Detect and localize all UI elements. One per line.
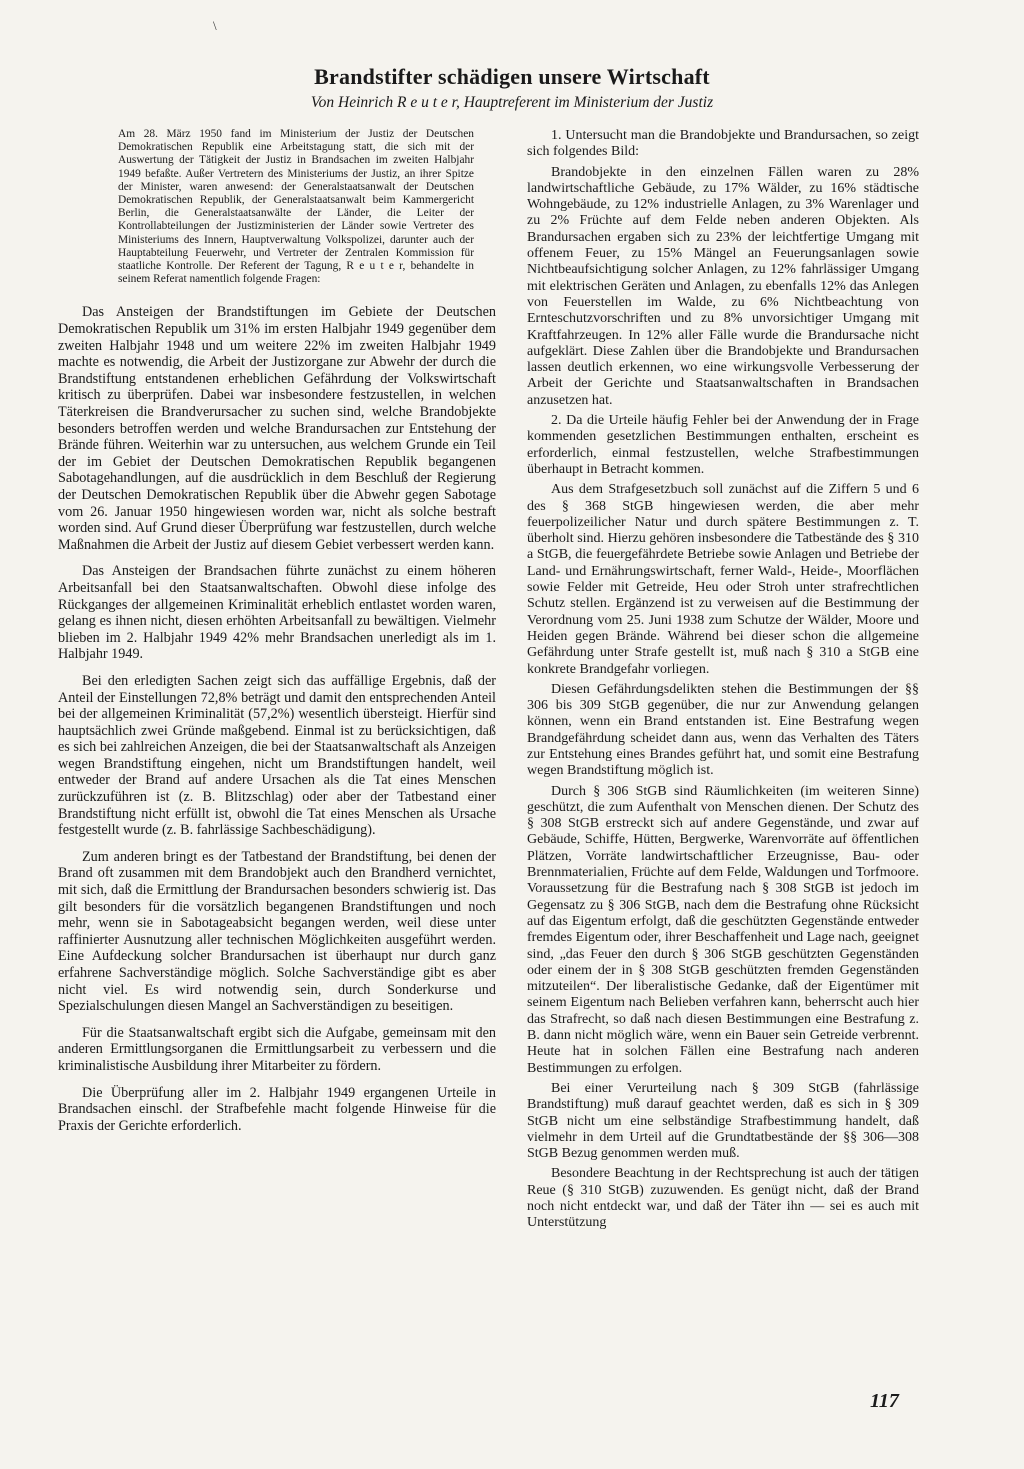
article-byline: Von Heinrich R e u t e r, Hauptreferent im Ministerium der Justiz [310,94,714,111]
body-paragraph: Bei einer Verurteilung nach § 309 StGB (fahrlässige Brandstiftung) muß darauf geachtet werden, daß es sich in § 309 StGB nicht um eine selbständige Strafbestimmung handelt, daß vielmehr in dem Urteil auf die Grundtatbestände der §§ 306—308 StGB Bezug genommen werden muß. [527,1080,919,1162]
margin-mark: \ [213,18,217,33]
right-column [527,128,919,1401]
body-paragraph: Besondere Beachtung in der Rechtsprechung ist auch der tätigen Reue (§ 310 StGB) zuzuwenden. Es genügt nicht, daß der Brand noch nicht entdeckt war, und daß der Täter ihn — sei es auch mit Unterstützung [527,1166,919,1231]
body-paragraph: Für die Staatsanwaltschaft ergibt sich die Aufgabe, gemeinsam mit den anderen Ermittlungsorganen die Ermittlungsarbeit zu verbessern und die kriminalistische Ausbildung ihrer Mitarbeiter zu fördern. [58,1024,496,1074]
body-paragraph: Das Ansteigen der Brandstiftungen im Gebiete der Deutschen Demokratischen Republik um 31% im ersten Halbjahr 1949 gegenüber dem zweiten Halbjahr 1948 und um weitere 22% im zweiten Halbjahr 1949 machte es notwendig, die Arbeit der Justizorgane zur Abwehr der durch die Brandstiftung entstandenen erheblichen Gefährdung der Volkswirtschaft kritisch zu überprüfen. Dabei war insbesondere festzustellen, in welchen Täterkreisen die Brandverursacher zu suchen sind, welche Brandobjekte besonders betroffen werden und welche Brandursachen zur Entstehung der Brände führen. Weiterhin war zu untersuchen, aus welchem Grunde ein Teil der im Gebiet der Deutschen Demokratischen Republik begangenen Sabotagehandlungen, auf die ausdrücklich in dem Beschluß der Regierung der Deutschen Demokratischen Republik über die Abwehr gegen Sabotage vom 26. Januar 1950 hingewiesen worden war, nicht als solche bestraft worden sind. Auf Grund dieser Überprüfung war festzustellen, durch welche Maßnahmen die Arbeit der Justiz auf diesem Gebiet verbessert werden kann. [58,304,496,553]
body-paragraph: 2. Da die Urteile häufig Fehler bei der Anwendung der in Frage kommenden gesetzlichen Bestimmungen enthalten, erscheint es erforderlich, einmal festzustellen, welche Strafbestimmungen überhaupt in Betracht kommen. [527,413,919,477]
body-paragraph: Durch § 306 StGB sind Räumlichkeiten (im weiteren Sinne) geschützt, die zum Aufenthalt von Menschen dienen. Der Schutz des § 308 StGB erstreckt sich auf andere Gegenstände, und zwar auf Gebäude, Schiffe, Hütten, Bergwerke, Warenvorräte auf öffentlichen Plätzen, Vorräte landwirtschaftlicher Erzeugnisse, Bau- oder Brennmaterialien, Früchte auf dem Felde, Waldungen und Torfmoore. Voraussetzung für die Bestrafung nach § 308 StGB ist jedoch im Gegensatz zu § 306 StGB, nach dem die Bestrafung ohne Rücksicht auf das Eigentum erfolgt, daß die geschützten Gegenstände entweder fremdes Eigentum oder, ihrer Beschaffenheit und Lage nach, geeignet sind, „das Feuer den durch § 306 StGB geschützten Gegenständen oder einem der in § 308 StGB geschützten fremden Gegenständen mitzuteilen“. Der liberalistische Gedanke, daß der Eigentümer mit seinem Eigentum nach Belieben verfahren kann, beherrscht auch hier das Strafrecht, so daß nach diesen Bestimmungen eine Bestrafung z. B. dann nicht möglich wäre, wenn ein Bauer sein Getreide verbrennt. Heute hat in solchen Fällen eine Bestrafung nach anderen Bestimmungen zu erfolgen. [527,783,919,1076]
body-paragraph: Bei den erledigten Sachen zeigt sich das auffällige Ergebnis, daß der Anteil der Einstellungen 72,8% beträgt und damit den entsprechenden Anteil bei der allgemeinen Kriminalität (57,2%) wesentlich übersteigt. Hierfür sind hauptsächlich zwei Gründe maßgebend. Einmal ist zu berücksichtigen, daß es sich bei zahlreichen Anzeigen, die bei der Staatsanwaltschaft als Anzeigen wegen Brandstiftung eingehen, nicht um Brandstiftungen handelt, weil entweder der Brand auf andere Ursachen als die Tat eines Menschen zurückzuführen ist (z. B. Blitzschlag) oder aber der Tatbestand einer Brandstiftung nicht erfüllt ist, obwohl die Tat eines Menschen als Ursache festgestellt wurde (z. B. fahrlässige Sachbeschädigung). [58,672,496,839]
page-number: 117 [870,1390,899,1412]
body-paragraph: Das Ansteigen der Brandsachen führte zunächst zu einem höheren Arbeitsanfall bei den Staatsanwaltschaften. Obwohl diese infolge des Rückganges der allgemeinen Kriminalität erheblich entlastet worden waren, gelang es ihnen nicht, diesen erhöhten Arbeitsanfall zu bewältigen. Vielmehr blieben im 2. Halbjahr 1949 42% mehr Brandsachen unerledigt als im 1. Halbjahr 1949. [58,563,496,663]
body-paragraph: Brandobjekte in den einzelnen Fällen waren zu 28% landwirtschaftliche Gebäude, zu 17% Wälder, zu 16% städtische Wohngebäude, zu 12% industrielle Anlagen, zu 3% Warenlager und zu 2% Früchte auf dem Felde neben anderen Objekten. Als Brandursachen ergaben sich zu 23% der leichtfertige Umgang mit offenem Feuer, zu 15% Mängel an Feuerungsanlagen sowie Nichtbeaufsichtigung solcher Anlagen, zu 12% fahrlässiger Umgang mit elektrischen Geräten und Anlagen, zu ebenfalls 12% das Anlegen von Feuerstellen im Walde, zu 6% Nichtbeachtung von Ernteschutzvorschriften und zu 8% unvorsichtiger Umgang mit Kraftfahrzeugen. In 12% aller Fälle wurde die Brandursache nicht aufgeklärt. Diese Zahlen über die Brandobjekte und Brandursachen lassen deutlich erkennen, wo eine wirkungsvolle Verbesserung der Arbeit der Gerichte und Staatsanwaltschaften in Brandsachen anzusetzen hat. [527,164,919,408]
body-paragraph: Die Überprüfung aller im 2. Halbjahr 1949 ergangenen Urteile in Brandsachen einschl. der Strafbefehle macht folgende Hinweise für die Praxis der Gerichte erforderlich. [58,1084,496,1134]
intro-paragraph: Am 28. März 1950 fand im Ministerium der Justiz der Deutschen Demokratischen Republik eine Arbeitstagung statt, die sich mit der Auswertung der Tätigkeit der Justiz in Brandsachen im zweiten Halbjahr 1949 befaßte. Außer Vertretern des Ministeriums der Justiz, an ihrer Spitze der Minister, waren anwesend: der Generalstaatsanwalt der Deutschen Demokratischen Republik, der Generalstaatsanwalt beim Kammergericht Berlin, die Generalstaatsanwälte der Länder, die Leiter der Kontrollabteilungen der Justizministerien der Länder sowie Vertreter des Ministeriums des Innern, Hauptverwaltung Volkspolizei, darunter auch der Hauptabteilung Feuerwehr, und Vertreter der Zentralen Kommission für staatliche Kontrolle. Der Referent der Tagung, R e u t e r, behandelte in seinem Referat namentlich folgende Fragen: [118,128,474,286]
body-paragraph: Diesen Gefährdungsdelikten stehen die Bestimmungen der §§ 306 bis 309 StGB gegenüber, die nur zur Anwendung gelangen können, wenn ein Brand entstanden ist. Eine Bestrafung wegen Brandgefährdung scheidet dann aus, wenn das Verhalten des Täters zur Entstehung eines Brandes geführt hat, und somit eine Bestrafung wegen Brandstiftung möglich ist. [527,681,919,779]
body-paragraph: Aus dem Strafgesetzbuch soll zunächst auf die Ziffern 5 und 6 des § 368 StGB hingewiesen werden, die aber mehr feuerpolizeilicher Natur und durch spätere Bestimmungen z. T. überholt sind. Hierzu gehören insbesondere die Tatbestände des § 310 a StGB, die feuergefährdete Betriebe sowie Anlagen und Betriebe der Land- und Ernährungswirtschaft, ferner Wald-, Heide-, Moorflächen sowie Felder mit Getreide, Heu oder Stroh unter strafrechtlichen Schutz stellen. Ergänzend ist zu verweisen auf die Bestimmung der Verordnung vom 25. Juni 1938 zum Schutze der Wälder, Moore und Heiden gegen Brände. Während bei dieser schon die allgemeine Gefährdung unter Strafe gestellt ist, muß nach § 310 a StGB eine konkrete Brandgefahr vorliegen. [527,482,919,677]
left-column [58,128,496,1401]
body-paragraph: 1. Untersucht man die Brandobjekte und Brandursachen, so zeigt sich folgendes Bild: [527,128,919,160]
body-paragraph: Zum anderen bringt es der Tatbestand der Brandstiftung, bei denen der Brand oft zusammen mit dem Brandobjekt auch den Brandherd vernichtet, mit sich, daß die Ermittlung der Brandursachen besonders schwierig ist. Das gilt besonders für die vorsätzlich begangenen Brandstiftungen und noch mehr, wenn sie in Sabotageabsicht begangen werden, weil diese unter raffinierter Ausnutzung aller technischen Möglichkeiten ausgeführt werden. Eine Aufdeckung solcher Brandursachen ist überhaupt nur durch ganz erfahrene Sachverständige möglich. Solche Sachverständige gibt es aber nicht viel. Es wird notwendig sein, durch Sonderkurse und Spezialschulungen diesen Mangel an Sachverständigen zu beseitigen. [58,848,496,1015]
article-title: Brandstifter schädigen unsere Wirtschaft [314,64,710,89]
